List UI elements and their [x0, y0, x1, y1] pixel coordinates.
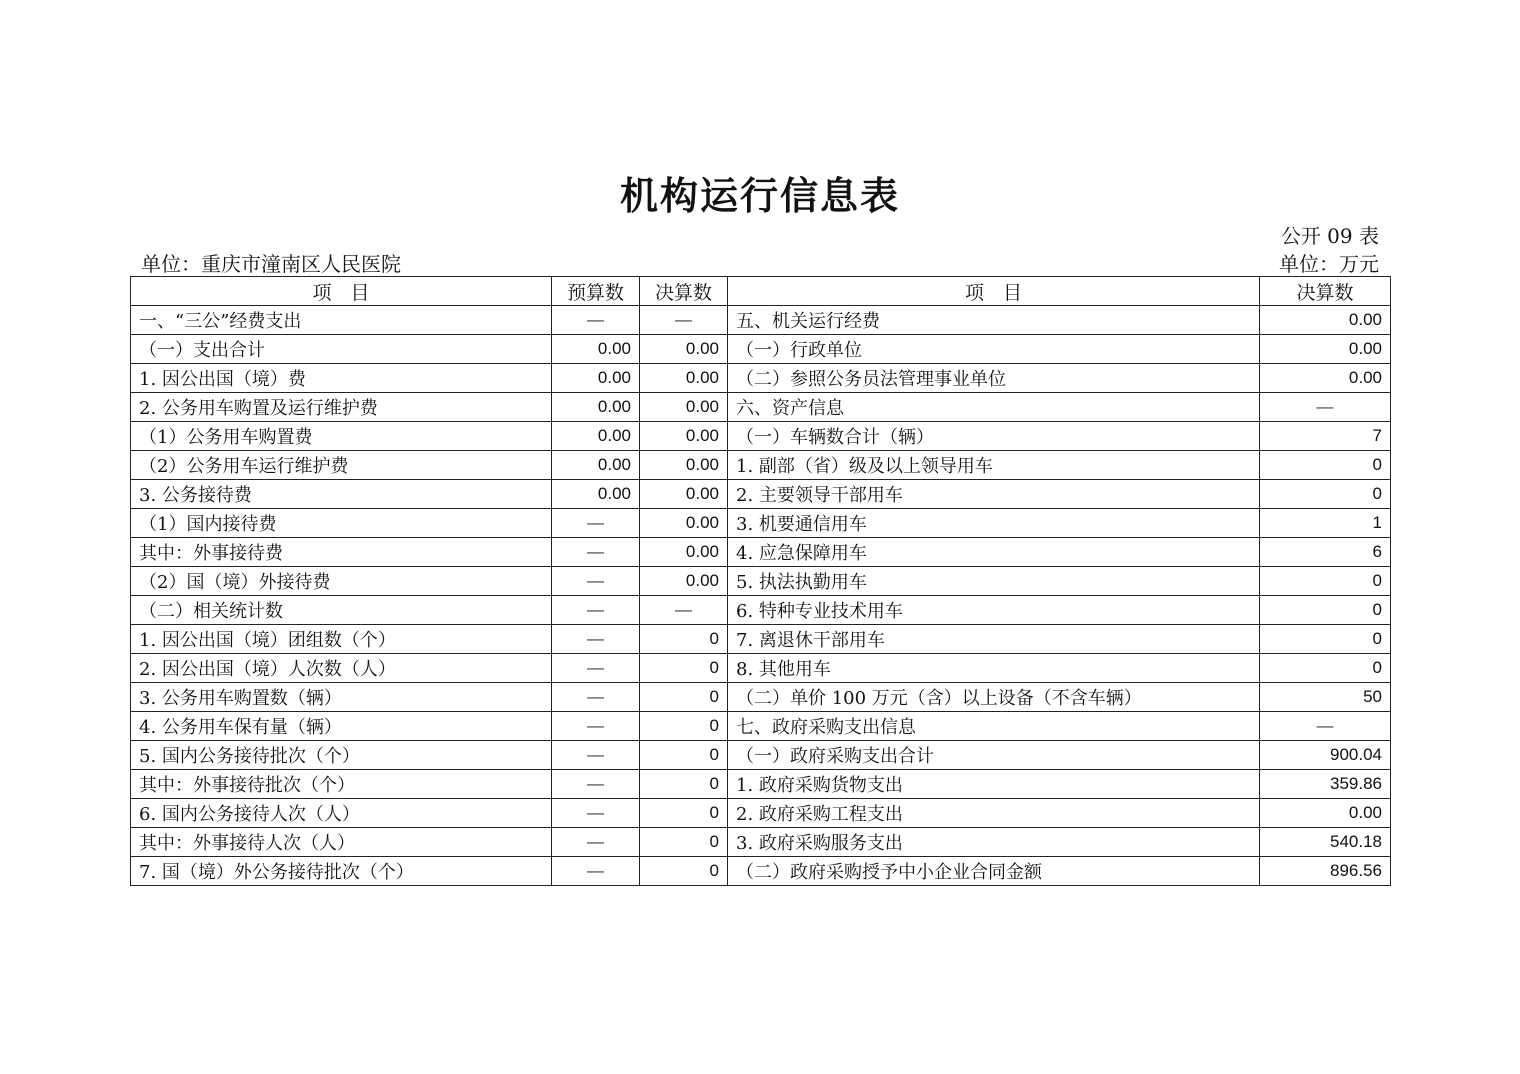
right-final-value: 0	[1260, 451, 1391, 480]
table-row	[131, 567, 1391, 596]
table-row	[131, 538, 1391, 567]
right-final-value: —	[1260, 393, 1391, 422]
right-item-label: 五、机关运行经费	[728, 306, 1260, 335]
right-item-label: 5. 执法执勤用车	[728, 567, 1260, 596]
left-budget-value: —	[552, 857, 640, 886]
header-final: 决算数	[640, 277, 728, 306]
left-final-value: 0.00	[640, 335, 728, 364]
left-final-value: —	[640, 596, 728, 625]
left-final-value: 0.00	[640, 538, 728, 567]
right-final-value: 6	[1260, 538, 1391, 567]
reporting-unit: 单位：重庆市潼南区人民医院	[141, 252, 401, 276]
right-final-value: 359.86	[1260, 770, 1391, 799]
left-item-label: （2）公务用车运行维护费	[131, 451, 552, 480]
right-item-label: （一）政府采购支出合计	[728, 741, 1260, 770]
right-item-label: （二）单价 100 万元（含）以上设备（不含车辆）	[728, 683, 1260, 712]
right-item-label: 7. 离退休干部用车	[728, 625, 1260, 654]
right-final-value: 896.56	[1260, 857, 1391, 886]
left-budget-value: —	[552, 741, 640, 770]
table-row	[131, 654, 1391, 683]
left-item-label: 2. 因公出国（境）人次数（人）	[131, 654, 552, 683]
right-item-label: 8. 其他用车	[728, 654, 1260, 683]
left-final-value: 0.00	[640, 422, 728, 451]
currency-unit: 单位：万元	[1279, 252, 1379, 276]
left-budget-value: 0.00	[552, 335, 640, 364]
left-item-label: 6. 国内公务接待人次（人）	[131, 799, 552, 828]
right-final-value: 50	[1260, 683, 1391, 712]
form-number: 公开 09 表	[1280, 224, 1379, 248]
left-item-label: 其中：外事接待批次（个）	[131, 770, 552, 799]
left-final-value: 0	[640, 857, 728, 886]
left-final-value: 0.00	[640, 509, 728, 538]
left-item-label: 5. 国内公务接待批次（个）	[131, 741, 552, 770]
right-item-label: 七、政府采购支出信息	[728, 712, 1260, 741]
left-budget-value: —	[552, 712, 640, 741]
right-final-value: 7	[1260, 422, 1391, 451]
left-item-label: 1. 因公出国（境）费	[131, 364, 552, 393]
left-final-value: 0	[640, 741, 728, 770]
table-header-row	[131, 277, 1391, 306]
left-item-label: 2. 公务用车购置及运行维护费	[131, 393, 552, 422]
right-final-value: 0	[1260, 625, 1391, 654]
left-final-value: 0	[640, 828, 728, 857]
table-row	[131, 596, 1391, 625]
left-final-value: 0.00	[640, 451, 728, 480]
right-final-value: 0.00	[1260, 364, 1391, 393]
right-item-label: 1. 副部（省）级及以上领导用车	[728, 451, 1260, 480]
table-row	[131, 451, 1391, 480]
header-left-item: 项 目	[131, 277, 552, 306]
left-final-value: 0.00	[640, 364, 728, 393]
left-final-value: 0.00	[640, 567, 728, 596]
left-item-label: （2）国（境）外接待费	[131, 567, 552, 596]
left-budget-value: 0.00	[552, 422, 640, 451]
table-row	[131, 509, 1391, 538]
left-budget-value: —	[552, 828, 640, 857]
right-final-value: 0.00	[1260, 306, 1391, 335]
table-row	[131, 741, 1391, 770]
table-row	[131, 480, 1391, 509]
right-item-label: 六、资产信息	[728, 393, 1260, 422]
table-row	[131, 770, 1391, 799]
right-final-value: —	[1260, 712, 1391, 741]
right-item-label: 3. 政府采购服务支出	[728, 828, 1260, 857]
left-item-label: （一）支出合计	[131, 335, 552, 364]
right-final-value: 900.04	[1260, 741, 1391, 770]
left-item-label: 1. 因公出国（境）团组数（个）	[131, 625, 552, 654]
left-item-label: 3. 公务用车购置数（辆）	[131, 683, 552, 712]
left-item-label: 3. 公务接待费	[131, 480, 552, 509]
left-budget-value: —	[552, 683, 640, 712]
table-row	[131, 306, 1391, 335]
table-row	[131, 828, 1391, 857]
right-final-value: 1	[1260, 509, 1391, 538]
left-budget-value: —	[552, 770, 640, 799]
right-item-label: 3. 机要通信用车	[728, 509, 1260, 538]
left-item-label: 4. 公务用车保有量（辆）	[131, 712, 552, 741]
right-item-label: （二）参照公务员法管理事业单位	[728, 364, 1260, 393]
left-final-value: 0	[640, 654, 728, 683]
table-row	[131, 422, 1391, 451]
right-item-label: （一）车辆数合计（辆）	[728, 422, 1260, 451]
left-budget-value: —	[552, 625, 640, 654]
left-item-label: （二）相关统计数	[131, 596, 552, 625]
left-final-value: 0.00	[640, 393, 728, 422]
left-budget-value: 0.00	[552, 393, 640, 422]
table-row	[131, 625, 1391, 654]
header-right-final: 决算数	[1260, 277, 1391, 306]
right-item-label: 2. 政府采购工程支出	[728, 799, 1260, 828]
right-final-value: 0	[1260, 567, 1391, 596]
table-row	[131, 364, 1391, 393]
left-item-label: 一、“三公”经费支出	[131, 306, 552, 335]
right-final-value: 0.00	[1260, 335, 1391, 364]
table-row	[131, 712, 1391, 741]
header-budget: 预算数	[552, 277, 640, 306]
right-final-value: 0	[1260, 596, 1391, 625]
page-title: 机构运行信息表	[619, 173, 900, 218]
left-item-label: 其中：外事接待费	[131, 538, 552, 567]
right-item-label: 6. 特种专业技术用车	[728, 596, 1260, 625]
left-item-label: （1）国内接待费	[131, 509, 552, 538]
left-final-value: 0	[640, 683, 728, 712]
left-budget-value: —	[552, 538, 640, 567]
left-budget-value: —	[552, 799, 640, 828]
left-budget-value: 0.00	[552, 480, 640, 509]
left-budget-value: —	[552, 654, 640, 683]
left-budget-value: —	[552, 567, 640, 596]
right-item-label: （二）政府采购授予中小企业合同金额	[728, 857, 1260, 886]
right-item-label: 1. 政府采购货物支出	[728, 770, 1260, 799]
right-final-value: 0.00	[1260, 799, 1391, 828]
table-row	[131, 857, 1391, 886]
table-row	[131, 335, 1391, 364]
left-item-label: 7. 国（境）外公务接待批次（个）	[131, 857, 552, 886]
left-final-value: 0	[640, 712, 728, 741]
info-table	[130, 276, 1391, 886]
left-final-value: —	[640, 306, 728, 335]
left-budget-value: —	[552, 509, 640, 538]
table-row	[131, 683, 1391, 712]
left-budget-value: —	[552, 306, 640, 335]
table-row	[131, 393, 1391, 422]
table-row	[131, 799, 1391, 828]
left-budget-value: —	[552, 596, 640, 625]
right-final-value: 0	[1260, 480, 1391, 509]
left-item-label: （1）公务用车购置费	[131, 422, 552, 451]
header-right-item: 项 目	[728, 277, 1260, 306]
left-final-value: 0	[640, 799, 728, 828]
left-budget-value: 0.00	[552, 364, 640, 393]
left-final-value: 0	[640, 625, 728, 654]
left-budget-value: 0.00	[552, 451, 640, 480]
left-final-value: 0	[640, 770, 728, 799]
right-item-label: 2. 主要领导干部用车	[728, 480, 1260, 509]
right-final-value: 540.18	[1260, 828, 1391, 857]
right-final-value: 0	[1260, 654, 1391, 683]
right-item-label: （一）行政单位	[728, 335, 1260, 364]
left-item-label: 其中：外事接待人次（人）	[131, 828, 552, 857]
right-item-label: 4. 应急保障用车	[728, 538, 1260, 567]
left-final-value: 0.00	[640, 480, 728, 509]
